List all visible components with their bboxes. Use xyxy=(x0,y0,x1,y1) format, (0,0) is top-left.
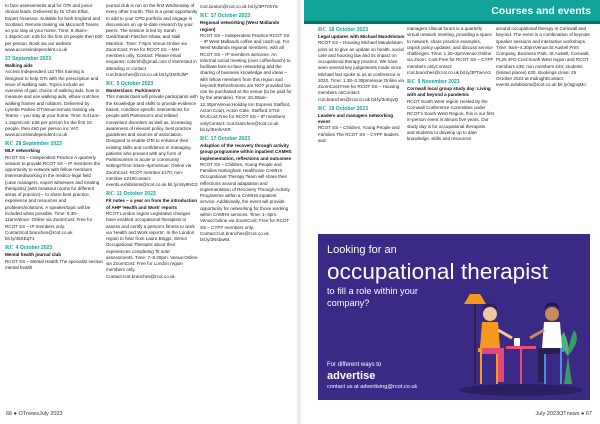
right-column-2 xyxy=(407,26,494,236)
illustration-icon xyxy=(456,286,586,396)
rcot-logo-icon: RC xyxy=(318,105,327,112)
event-date: 5 October 2023 xyxy=(116,81,154,88)
event-body: This masterclass will provide participants with the knowledge and skills to provide evidence based, condition specific interventions for people with Parkinson's and related movement disorders as well as, increasing awareness of relevant policy, best practice guidelines and sources of association. Designed to enable OTs to enhance their existing skills and confidence in managing patients who present with any form of Parkinsonism in acute or community settingsTime:10am–4pmVenue: Online via ZoomCost: RCOT member £170; non-member £218Contact: events.exhibitions@rcot.co.uk bit.ly/44y8NG3 xyxy=(106,94,198,188)
event-body: RCOT London region Legislative changes have enabled occupational therapists to assess and certify a person's fitness to work via 'Health and Work reports'. In the London region to hear from Laura Briggs, Senior Occupational Therapist about their experiences completing 'fit note' assessments. Time: 7–8.30pm. Venue:Online via ZoomCost: Free for London region members only. Contact:rcot.branches@rcot.co.uk xyxy=(106,211,198,279)
page-footer-left: 66 ● OTnewsJuly 2023 xyxy=(6,411,63,418)
advert-subline: to fill a role within your company? xyxy=(327,286,418,308)
event-date: 17 October 2023 xyxy=(210,13,251,20)
event-date: 19 October 2023 xyxy=(328,105,369,112)
col3-intro: rcot.london@rcot.co.uk bit.ly/3PT0hY5 xyxy=(200,4,278,9)
rcot-logo-icon: RC xyxy=(200,13,209,20)
advert-cta: advertise xyxy=(327,370,376,382)
event-date: 28 September 2023 xyxy=(15,141,62,148)
header-rule xyxy=(304,21,600,24)
advert-kicker: Looking for an xyxy=(327,244,397,256)
rcot-logo-icon: RC xyxy=(318,27,327,33)
event-title: Leaders and managers networking event xyxy=(318,112,394,125)
event-title: Adaption of the recovery through activity group programme within inpatient CAMHS implementation, reflections and outcomes xyxy=(200,143,292,161)
advert-banner xyxy=(318,234,590,400)
event-body: RCOT SS – Mental Health The specialist section mental health xyxy=(5,258,103,270)
event-body: RCOT SS – Children, Young People and Families The RCOT SS – CYPF leaders and xyxy=(318,125,400,144)
rcot-logo-icon: RC xyxy=(5,141,14,148)
event-title: Mental health journal club xyxy=(5,252,62,258)
advert-headline: occupational therapist xyxy=(327,259,549,284)
event-date: 9 November 2023 xyxy=(417,79,460,86)
rcot-logo-icon: RC xyxy=(106,191,115,198)
event-body: RCOT SS – Housing Michael Mandelstam joins us to give an update on health, social care and housing law and its impact on occupational therapy practice. We have seen several key judgements made since Michael last spoke to us at conference in 2020. Time: 1.30–3.30pmVenue:Online via ZoomCost:Free for RCOT SS – Housing members onContact: rcot.branches@rcot.co.uk bit.ly/3otUjvQ xyxy=(318,40,404,102)
rcot-logo-icon: RC xyxy=(5,245,14,252)
rcot-logo-icon: RC xyxy=(200,136,209,143)
page-footer-right: July 2023OTnews ● 67 xyxy=(535,411,592,418)
right-column-3 xyxy=(496,26,592,236)
left-column-1 xyxy=(5,3,103,409)
event-date: 27 September 2023 xyxy=(5,56,52,63)
event-date: 4 October 2023 xyxy=(15,245,53,252)
event-date: 11 October 2023 xyxy=(116,191,156,198)
event-body: RCOT South West region Hosted by the Cornwall Conference Committee under RCOT's South West Region, this is our first in-person event in almost five years. Our study day is for occupational therapists and students to develop up to date knowledge, skills and resources xyxy=(407,98,494,142)
event-body: RCOT SS – Independent Practice A quarterly session to provide RCOT SS – IP members the opportunity to network with fellow members interested/working in the medico-legal field (case managers, expert witnesses and treating therapists) (with breakout rooms for different areas of practice) – to share best practice, experience and resources and problems/solutions. A speaker/topic will be included when possible. Time: 9.30–11amVenue: Online via ZoomCost: Free for RCOT SS – IP members only. Contactrcot.branches@rcot.co.uk bit.ly/45XEqT1 xyxy=(5,154,101,242)
col5-intro: managers clinical forum is a quarterly virtual network meeting, providing a space to network, share practice examples, unpick policy updates, and discuss service challenges. Time: 1.30–3pmVenue:Online via Zoom. Cost:Free for RCOT SS – CYPF members onlyContact: rcot.branches@rcot.co.uk bit.ly/3PTwAA3 xyxy=(407,26,494,75)
event-title: Legal updates with Michael Mandelstam xyxy=(318,34,405,40)
col2-intro: journal club is run on the first Wednesday of every other month. This is a great opportunity to add to your CPD portfolio and engage in discussions on up-to-date research by your peers. The session is led by Sarah Gavil/Sarah Fletcher-Shaw, and Niall Mannion. Time: 7-8pm Venue:Online via ZoomCost: Free for RCOT SS – MH members only. Contact: Please email enquiries: cotsmh@gmail.com If interested in attending or contact rcot.branches@rcot.co.uk bit.ly/3X0hJhP xyxy=(106,3,198,77)
event-date: 17 October 2023 xyxy=(210,136,251,143)
rcot-logo-icon: RC xyxy=(407,79,416,86)
event-title: Walking aids xyxy=(5,63,33,69)
left-column-3 xyxy=(200,4,292,410)
event-title: MLF networking xyxy=(5,148,40,154)
event-date: 18 October 2023 xyxy=(328,27,369,33)
right-column-1 xyxy=(318,26,405,236)
col1-intro: to face assessments and for OTs and junior clinical leads. Delivered by Dr Chris Elliot, Expert Assessor. Suitable for both England and Scotland. Remote training via Microsoft Teams so you stay at your home. Time: 9.45am–1.35pmCost: £36 for the first 10 people then £60 per person. Book via our website www.accessindependent.co.uk xyxy=(5,3,103,52)
event-body: RCOT SS – Independent Practice RCOT SS – IP West Midlands coffee and catch-up. For West Midlands regional members, with all RCOT SS – IP members welcome. An informal social meeting (over coffee/lunch) to facilitate face-to-face networking and the sharing of business knowledge and ideas – with fellow members from this region and beyond! Refreshments are NOT provided but can be purchased at the venue (to be paid for by the attendee). Time: 10.30am–12.30pmVenue:Holiday Inn Express Stafford, Acton Court, Acton Gate, Stafford ST18 9AJCost:Free for RCOT SS – IP members onlyContact: rcot.branches@rcot.co.uk bit.ly/3Hn5AKR xyxy=(200,32,292,132)
event-title: Regional networking (West Midlands region) xyxy=(200,20,280,32)
event-title: Fit notes – a year on from the introduction of AHP 'Health and Work' reports xyxy=(106,198,198,210)
section-title: Courses and events xyxy=(491,5,591,17)
rcot-logo-icon: RC xyxy=(106,81,115,88)
advert-prompt: For different ways to xyxy=(327,362,382,368)
section-header xyxy=(304,0,600,24)
page-gutter xyxy=(296,0,302,424)
event-title: Masterclass: Parkinson's xyxy=(106,88,161,94)
event-title: Cornwall local group study day: Living with and beyond a pandemic xyxy=(407,86,491,98)
left-column-2 xyxy=(106,3,198,409)
col6-intro: around occupational therapy in Cornwall and beyond. The event is a combination of keynote speaker sessions and interactive workshops. Time: 9am–4.30pmVenue:St Austell Print Company, Business Park, St Austell, Cornwall, PL25 4FD.Cost:South West region and RCOT members £35; non members £40; students (limited places) £30. Bookings close: 25 October 2023 at midnightContact: events.exhibitions@rcot.co.uk bit.ly/3qjnqMo xyxy=(496,26,590,88)
advert-contact-link[interactable]: contact us at advertising@rcot.co.uk xyxy=(327,384,418,390)
event-body: Access Independent Ltd This training is designed to help OTs with the prescription and issue of walking aids. Topics include an overview of gait, choice of walking aids, how to measure and use walking aids, elbow crutches walking frames and rollators. Delivered by Lynette Parkes OTVenue:remote training via Teams – you stay at your home. Time: 9.41am–1.15pmCost: £36 per person for the first 10 people, then £60 per person inc VAT. www.accessindependent.co.uk xyxy=(5,69,101,138)
event-body: RCOT SS – Children, Young People and Families Nottingham Healthcare CAMHS Occupational Therapy Team will share their reflections around adaptation and implementation of Recovery Through Activity Programme within a CAMHS inpatient service. Additionally, the event will provide opportunity for networking for those working within CAMHS services. Time: 1–3pm. Venue:Online via ZoomCost: Free for RCOT SS – CYPF members only. Contact:rcot.branches@rcot.co.uk bit.ly/3Nsbw64 xyxy=(200,161,290,243)
